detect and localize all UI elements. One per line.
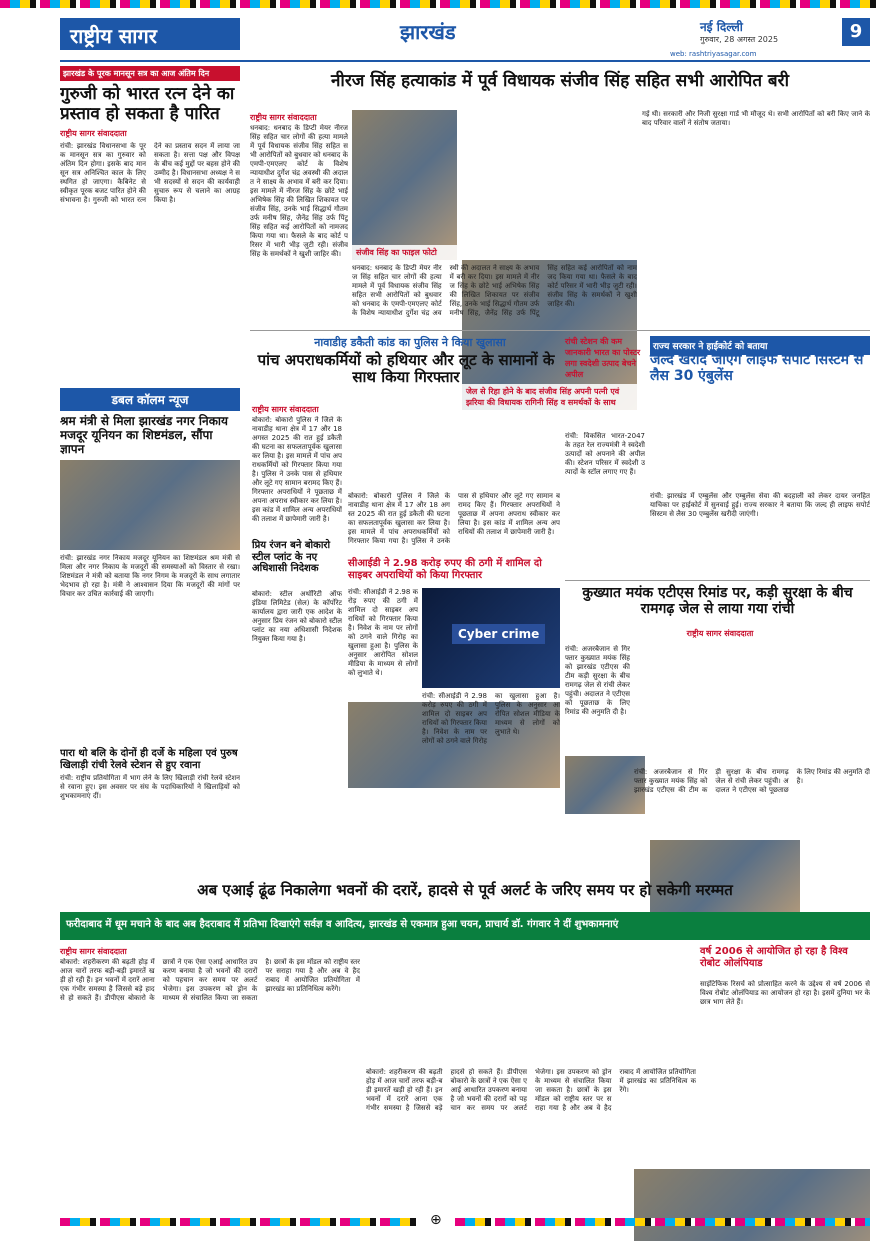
dacoity-body-cont: बोकारो: बोकारो पुलिस ने जिले के नावाडीह थाना क्षेत्र में 17 और 18 अगस्त 2025 की रात हुई डकैती की घटना का सफलतापूर्वक खुलासा कर लिया है। इस मामले में पांच अपराधकर्मियों को गिरफ्तार किया गया है। पुलिस ने उनके पास से हथियार और लूटे गए सामान बरामद किए हैं। गिरफ्तार अपराधियों ने पूछताछ में अपना अपराध स्वीकार कर लिया है। इस कांड में शामिल अन्य अपराधियों की तलाश में छापेमारी जारी है। <box>348 492 560 545</box>
bottom-side-headline: वर्ष 2006 से आयोजित हो रहा है विश्व रोबोट ओलंपियाड <box>700 946 848 969</box>
page-number: 9 <box>842 18 870 46</box>
left-body: रांची: झारखंड विधानसभा के पूरक मानसून सत्र का गुरुवार को अंतिम दिन होगा। इसके बाद मानसून सत्र अनिश्चित काल के लिए स्थगित हो जाएगा। कैबिनेट से स्वीकृत पूरक बजट पारित होने की संभावना है। गुरुजी को भारत रत्न देने का प्रस्ताव सदन में लाया जा सकता है। सत्ता पक्ष और विपक्ष के बीच कई मुद्दों पर बहस होने की उम्मीद है। विधानसभा अध्यक्ष ने सभी सदस्यों से सदन की कार्यवाही सुचारु रूप से चलाने का आग्रह किया है। <box>60 142 240 205</box>
cyber-body: रांची: सीआईडी ने 2.98 करोड़ रुपए की ठगी में शामिल दो साइबर अपराधियों को गिरफ्तार किया है। निवेश के नाम पर लोगों को ठगने वाले गिरोह का खुलासा हुआ है। पुलिस के अनुसार आरोपित सोशल मीडिया के माध्यम से लोगों को लुभाते थे। <box>348 588 418 677</box>
footer-symbol: ⊕ <box>430 1212 442 1228</box>
lead-body: धनबाद: धनबाद के डिप्टी मेयर नीरज सिंह सहित चार लोगों की हत्या मामले में पूर्व विधायक संजीव सिंह सहित सभी आरोपितों को बुधवार को धनबाद के एमपी-एमएलए कोर्ट के विशेष न्यायाधीश दुर्गेश चंद्र अवस्थी की अदालत ने साक्ष्य के अभाव में बरी कर दिया। इस मामले में नीरज सिंह के छोटे भाई अभिषेक सिंह की लिखित शिकायत पर संजीव सिंह, उनके भाई सिद्धार्थ गौतम उर्फ मनीष सिंह, जैनेंद्र सिंह उर्फ पिंटू सिंह सहित कई आरोपितों को नामजद किया गया था। फैसले के बाद कोर्ट परिसर में भारी भीड़ जुटी रही। संजीव सिंह के समर्थकों ने खुशी जाहिर की। <box>250 124 348 258</box>
masthead <box>60 14 870 62</box>
bottom-byline: राष्ट्रीय सागर संवाददाता <box>60 947 127 956</box>
mayank-body: रांची: अजरबैजान से गिरफ्तार कुख्यात मयंक सिंह को झारखंड एटीएस की टीम कड़ी सुरक्षा के बीच रामगढ़ जेल से रांची लेकर पहुंची। अदालत ने एटीएस को पूछताछ के लिए रिमांड की अनुमति दी है। <box>565 645 630 716</box>
store-body: रांची: विकसित भारत-2047 के तहत रेल राज्यमंत्री ने स्वदेशी उत्पादों को अपनाने की अपील की। स्टेशन परिसर में स्वदेशी उत्पादों के स्टॉल लगाए गए हैं। <box>565 432 645 476</box>
ambulance-body: रांची: झारखंड में एम्बुलेंस और एम्बुलेंस सेवा की बदहाली को लेकर दायर जनहित याचिका पर हाईकोर्ट में सुनवाई हुई। राज्य सरकार ने बताया कि जल्द ही लाइफ सपोर्ट सिस्टम से लैस 30 एम्बुलेंस खरीदी जाएंगी। <box>650 492 870 518</box>
bottom-headline: अब एआई ढूंढ निकालेगा भवनों की दरारें, हादसे से पूर्व अलर्ट के जरिए समय पर हो सकेगी मरम्मत <box>197 881 733 899</box>
mayank-byline: राष्ट्रीय सागर संवाददाता <box>686 629 754 638</box>
section-name: झारखंड <box>400 20 456 44</box>
website: web: rashtriyasagar.com <box>670 50 757 58</box>
steel-body: बोकारो: स्टील अथॉरिटी ऑफ इंडिया लिमिटेड (सेल) के कॉर्पोरेट कार्यालय द्वारा जारी एक आदेश के अनुसार प्रिय रंजन को बोकारो स्टील प्लांट का नया अधिशासी निदेशक नियुक्त किया गया है। <box>252 590 342 643</box>
story2-body: रांची: झारखंड नगर निकाय मजदूर यूनियन का शिष्टमंडल श्रम मंत्री से मिला और नगर निकाय के मजदूरों की समस्याओं को विस्तार से रखा। शिष्टमंडल ने मंत्री को बताया कि नगर निगम के मजदूरों के साथ लगातार भेदभाव हो रहा है। मंत्री ने आश्वासन दिया कि मजदूरों की मांगों पर विचार कर उचित कार्रवाई की जाएगी। <box>60 554 240 599</box>
divider-2 <box>565 580 870 581</box>
ambulance-headline: जल्द खरीदे जाएंगे लाइफ सपोर्ट सिस्टम से लैस 30 एंबुलेंस <box>650 352 864 385</box>
lead-body-cont: धनबाद: धनबाद के डिप्टी मेयर नीरज सिंह सहित चार लोगों की हत्या मामले में पूर्व विधायक संजीव सिंह सहित सभी आरोपितों को बुधवार को धनबाद के एमपी-एमएलए कोर्ट के विशेष न्यायाधीश दुर्गेश चंद्र अवस्थी की अदालत ने साक्ष्य के अभाव में बरी कर दिया। इस मामले में नीरज सिंह के छोटे भाई अभिषेक सिंह की लिखित शिकायत पर संजीव सिंह, उनके भाई सिद्धार्थ गौतम उर्फ मनीष सिंह, जैनेंद्र सिंह उर्फ पिंटू सिंह सहित कई आरोपितों को नामजद किया गया था। फैसले के बाद कोर्ट परिसर में भारी भीड़ जुटी रही। संजीव सिंह के समर्थकों ने खुशी जाहिर की। <box>352 264 637 317</box>
cyber-photo-text: Cyber crime <box>452 624 545 644</box>
lead-photo-2-caption: जेल से रिहा होने के बाद संजीव सिंह अपनी पत्नी एवं झरिया की विधायक रागिनी सिंह व समर्थकों के साथ <box>462 384 637 410</box>
ambulance-kicker: राज्य सरकार ने हाईकोर्ट को बताया <box>650 336 870 355</box>
dacoity-kicker: नावाडीह डकैती कांड का पुलिस ने किया खुलासा <box>314 336 506 349</box>
cyber-body-cont: रांची: सीआईडी ने 2.98 करोड़ रुपए की ठगी में शामिल दो साइबर अपराधियों को गिरफ्तार किया है। निवेश के नाम पर लोगों को ठगने वाले गिरोह का खुलासा हुआ है। पुलिस के अनुसार आरोपित सोशल मीडिया के माध्यम से लोगों को लुभाते थे। <box>422 692 560 745</box>
store-kicker: रांची स्टेशन की कम जानकारी भारत का पोस्टर लगा स्वदेशी उत्पाद बेचने अपील <box>565 337 641 379</box>
brand-logo: राष्ट्रीय सागर <box>60 18 240 50</box>
divider-1 <box>250 330 870 331</box>
bottom-body: बोकारो: शहरीकरण की बढ़ती होड़ में आज चारों तरफ बड़ी-बड़ी इमारतें खड़ी हो रही हैं। इन भवनों में दरारें आना एक गंभीर समस्या है जिससे बड़े हादसे हो सकते हैं। डीपीएस बोकारो के छात्रों ने एक ऐसा एआई आधारित उपकरण बनाया है जो भवनों की दरारों को पहचान कर समय पर अलर्ट भेजेगा। इस उपकरण को ड्रोन के माध्यम से संचालित किया जा सकता है। छात्रों के इस मॉडल को राष्ट्रीय स्तर पर सराहा गया है और अब वे हैदराबाद में आयोजित प्रतियोगिता में झारखंड का प्रतिनिधित्व करेंगे। <box>60 958 360 1002</box>
mayank-headline: कुख्यात मयंक एटीएस रिमांड पर, कड़ी सुरक्षा के बीच रामगढ़ जेल से लाया गया रांची <box>582 585 853 618</box>
bottom-color-strip-right <box>455 1218 870 1226</box>
story2-headline: श्रम मंत्री से मिला झारखंड नगर निकाय मजदूर यूनियन का शिष्टमंडल, सौंपा ज्ञापन <box>60 414 228 456</box>
steel-headline: प्रिय रंजन बने बोकारो स्टील प्लांट के नए अधिशासी निदेशक <box>252 540 331 574</box>
masthead-date: गुरुवार, 28 अगस्त 2025 <box>700 35 779 44</box>
right-top-body: गई थी। सरकारी और निजी सुरक्षा गार्ड भी मौजूद थे। सभी आरोपितों को बरी किए जाने के बाद परिवार वालों ने संतोष जताया। <box>642 110 870 127</box>
bottom-strip: फरीदाबाद में धूम मचाने के बाद अब हैदराबाद में प्रतिभा दिखाएंगे सर्वज्ञ व आदित्य, झारखंड से एकमात्र हुआ चयन, प्राचार्य डॉ. गंगवार ने दीं शुभकामनाएं <box>60 912 870 940</box>
lead-headline: नीरज सिंह हत्याकांड में पूर्व विधायक संजीव सिंह सहित सभी आरोपित बरी <box>331 71 789 91</box>
lead-photo-1-caption: संजीव सिंह का फाइल फोटो <box>352 245 457 260</box>
cyber-photo <box>422 588 560 688</box>
masthead-city: नई दिल्ली <box>700 20 743 34</box>
left-headline: गुरुजी को भारत रत्न देने का प्रस्ताव हो सकता है पारित <box>60 84 235 124</box>
left-kicker: झारखंड के पूरक मानसून सत्र का आज अंतिम दिन <box>60 66 240 81</box>
mayank-body-cont: रांची: अजरबैजान से गिरफ्तार कुख्यात मयंक सिंह को झारखंड एटीएस की टीम कड़ी सुरक्षा के बीच रामगढ़ जेल से रांची लेकर पहुंची। अदालत ने एटीएस को पूछताछ के लिए रिमांड की अनुमति दी है। <box>634 768 870 794</box>
double-column-label: डबल कॉलम न्यूज <box>60 388 240 411</box>
story3-body: रांची: राष्ट्रीय प्रतियोगिता में भाग लेने के लिए खिलाड़ी रांची रेलवे स्टेशन से रवाना हुए। इस अवसर पर संघ के पदाधिकारियों ने खिलाड़ियों को शुभकामनाएं दीं। <box>60 774 240 801</box>
ambulance-photo <box>650 840 800 920</box>
lead-photo-1 <box>352 110 457 260</box>
story2-photo <box>60 460 240 550</box>
dacoity-headline: पांच अपराधकर्मियों को हथियार और लूट के सामानों के साथ किया गिरफ्तार <box>257 351 555 387</box>
bottom-body-cont: बोकारो: शहरीकरण की बढ़ती होड़ में आज चारों तरफ बड़ी-बड़ी इमारतें खड़ी हो रही हैं। इन भवनों में दरारें आना एक गंभीर समस्या है जिससे बड़े हादसे हो सकते हैं। डीपीएस बोकारो के छात्रों ने एक ऐसा एआई आधारित उपकरण बनाया है जो भवनों की दरारों को पहचान कर समय पर अलर्ट भेजेगा। इस उपकरण को ड्रोन के माध्यम से संचालित किया जा सकता है। छात्रों के इस मॉडल को राष्ट्रीय स्तर पर सराहा गया है और अब वे हैदराबाद में आयोजित प्रतियोगिता में झारखंड का प्रतिनिधित्व करेंगे। <box>366 1068 696 1112</box>
bottom-color-strip-left <box>60 1218 420 1226</box>
left-column <box>60 66 240 866</box>
bottom-side-body: साइंटिफिक रिसर्च को प्रोत्साहित करने के उद्देश्य से वर्ष 2006 से विश्व रोबोट ओलंपियाड का आयोजन हो रहा है। इसमें दुनिया भर के छात्र भाग लेते हैं। <box>700 980 870 1006</box>
cyber-headline: सीआईडी ने 2.98 करोड़ रुपए की ठगी में शामिल दो साइबर अपराधियों को किया गिरफ्तार <box>348 558 542 581</box>
dacoity-body: बोकारो: बोकारो पुलिस ने जिले के नावाडीह थाना क्षेत्र में 17 और 18 अगस्त 2025 की रात हुई डकैती की घटना का सफलतापूर्वक खुलासा कर लिया है। इस मामले में पांच अपराधकर्मियों को गिरफ्तार किया गया है। पुलिस ने उनके पास से हथियार और लूटे गए सामान बरामद किए हैं। गिरफ्तार अपराधियों ने पूछताछ में अपना अपराध स्वीकार कर लिया है। इस कांड में शामिल अन्य अपराधियों की तलाश में छापेमारी जारी है। <box>252 416 342 523</box>
lead-byline: राष्ट्रीय सागर संवाददाता <box>250 113 317 122</box>
left-byline: राष्ट्रीय सागर संवाददाता <box>60 129 127 139</box>
story3-headline: पारा थो बलि के दोनों ही दर्जे के महिला एवं पुरुष खिलाड़ी रांची रेलवे स्टेशन से हुए रवाना <box>60 748 238 771</box>
dacoity-byline: राष्ट्रीय सागर संवाददाता <box>252 405 319 414</box>
top-color-strip <box>0 0 877 8</box>
